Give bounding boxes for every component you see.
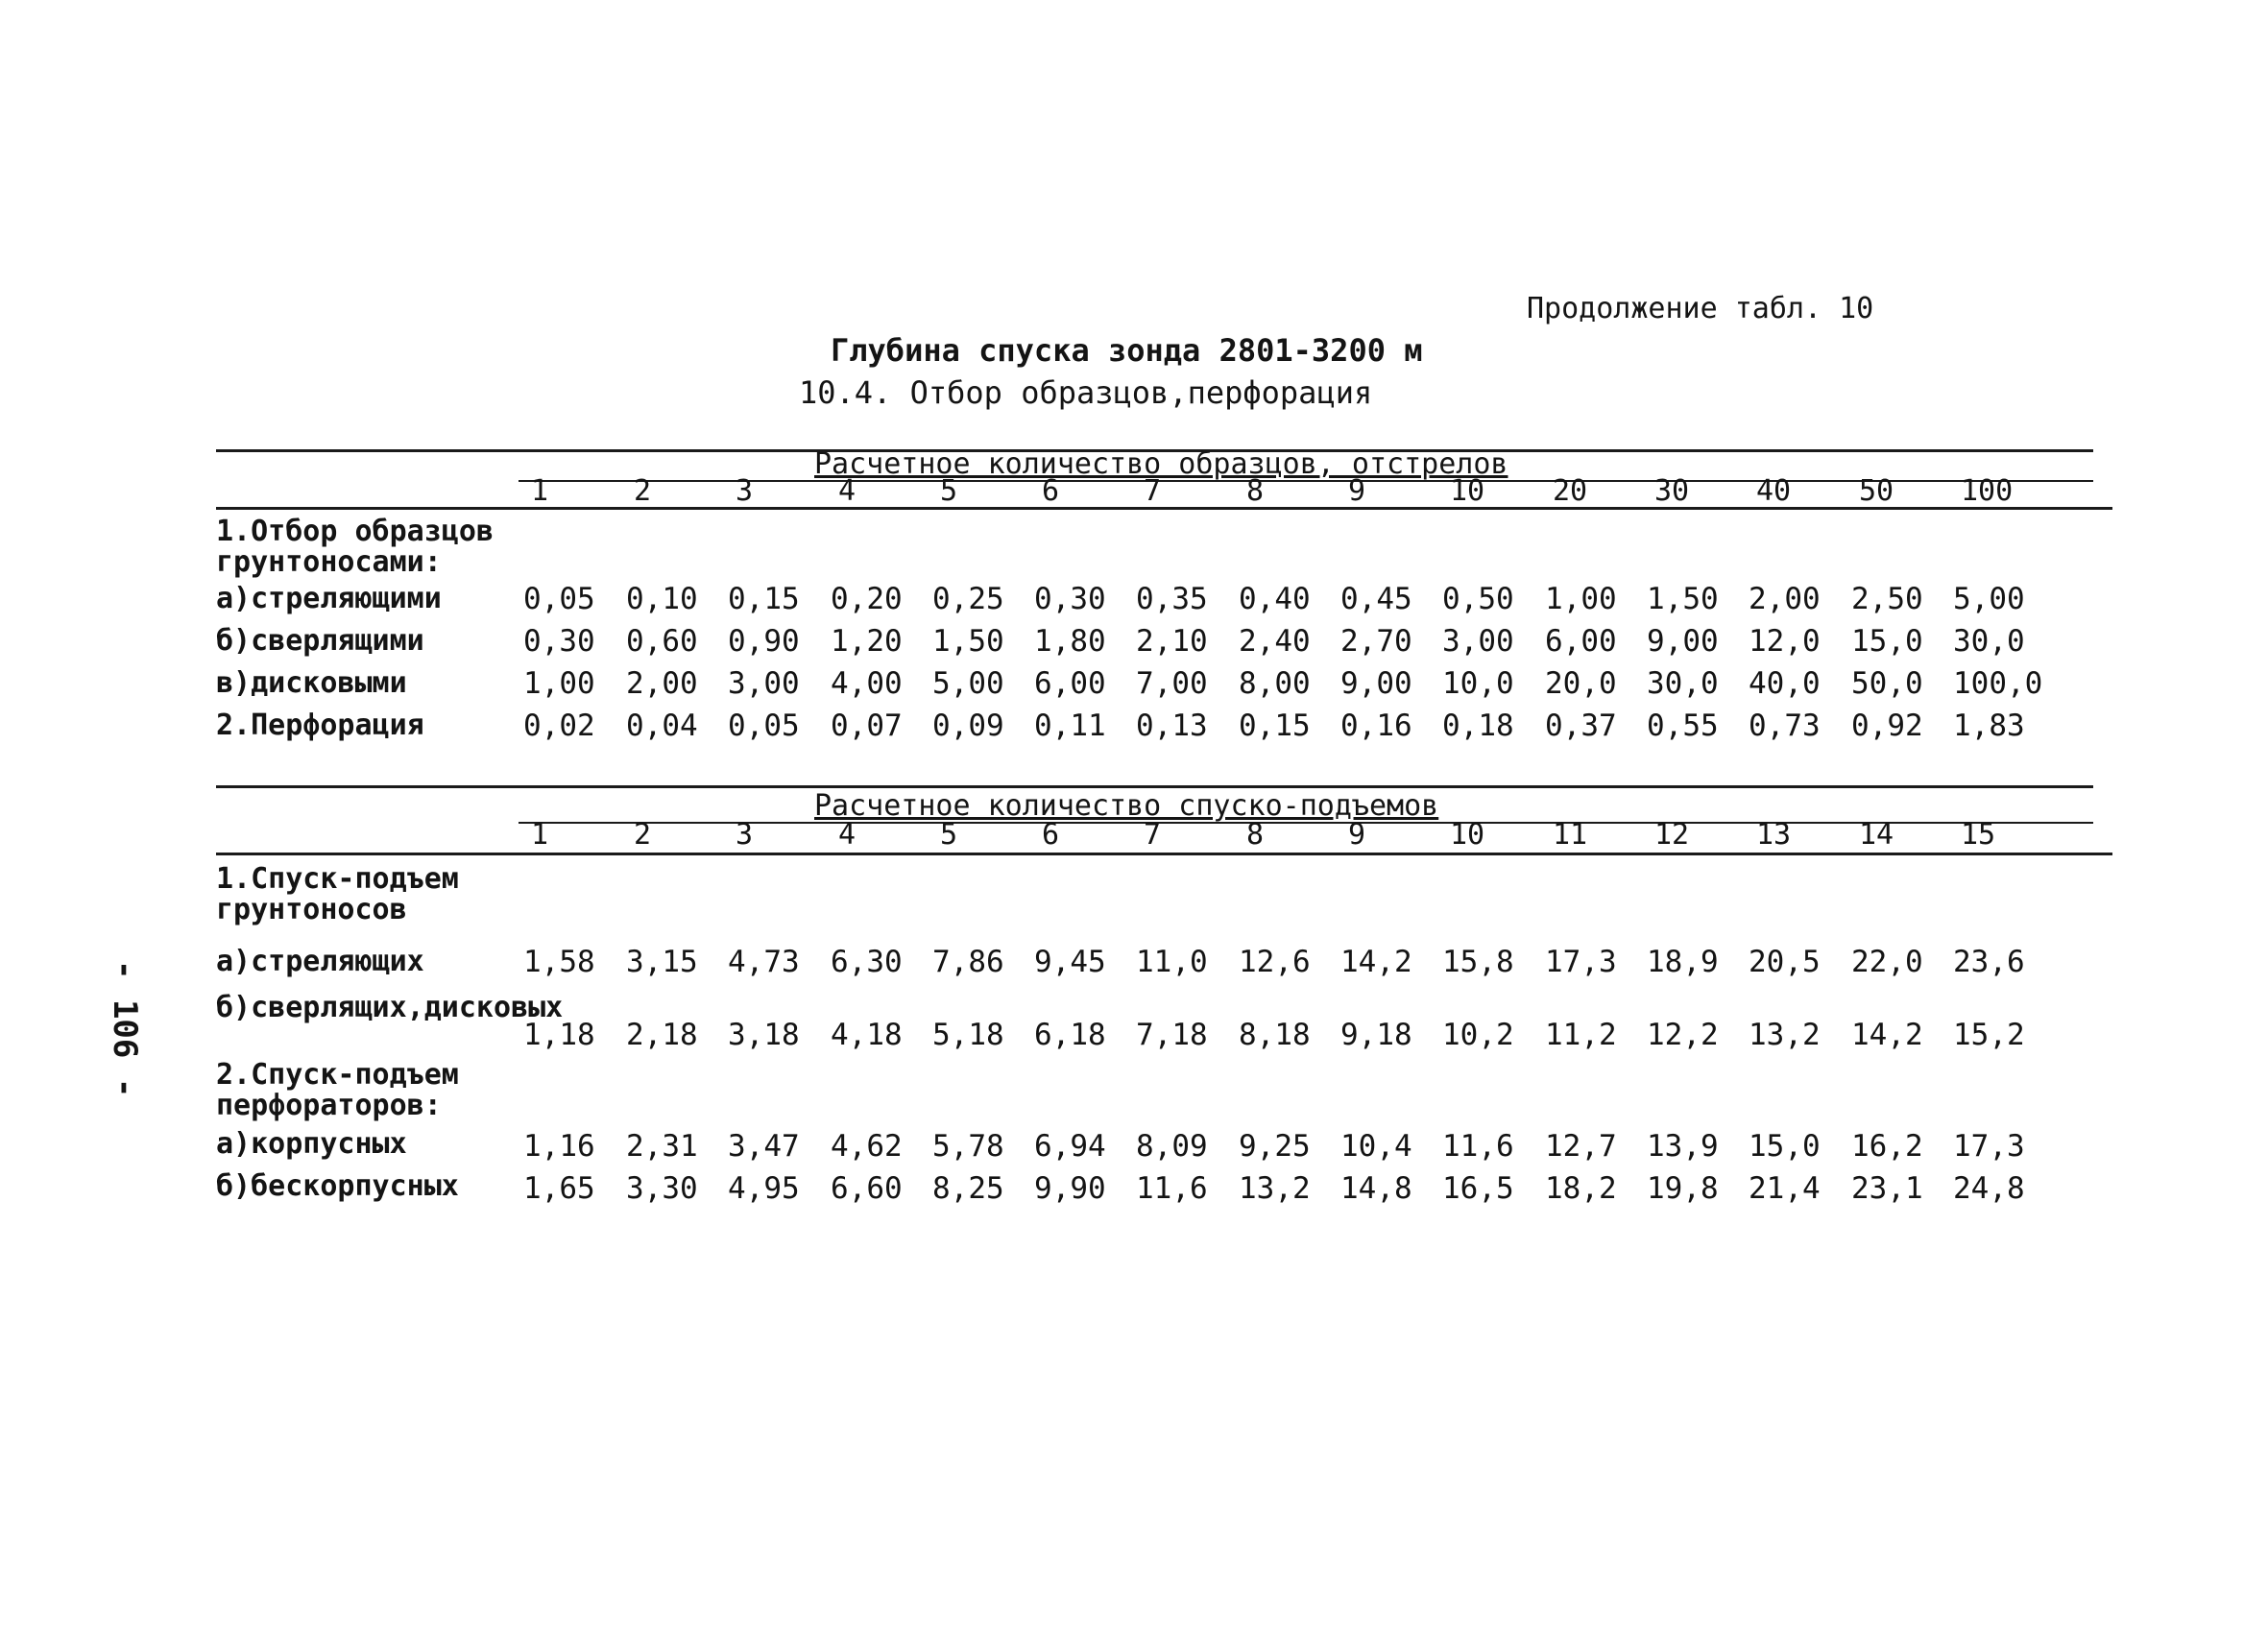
- table-cell: 18,2: [1545, 1171, 1617, 1206]
- table-cell: 12,2: [1647, 1018, 1719, 1052]
- table-cell: 0,55: [1647, 709, 1719, 743]
- table-cell: 23,1: [1851, 1171, 1923, 1206]
- table-cell: 3,00: [1442, 624, 1514, 659]
- column-header-cell: 6: [1042, 818, 1060, 852]
- table-cell: 0,92: [1851, 709, 1923, 743]
- column-header-cell: 13: [1756, 818, 1792, 852]
- table-cell: 11,6: [1136, 1171, 1208, 1206]
- table-cell: 6,18: [1034, 1018, 1106, 1052]
- table-cell: 6,60: [831, 1171, 903, 1206]
- table-cell: 4,73: [728, 945, 800, 979]
- table2-top-rule: [216, 785, 2093, 788]
- table-cell: 0,09: [932, 709, 1004, 743]
- table-cell: 0,02: [523, 709, 595, 743]
- table-cell: 15,2: [1953, 1018, 2025, 1052]
- table-cell: 0,13: [1136, 709, 1208, 743]
- table-cell: 2,18: [626, 1018, 698, 1052]
- table-cell: 10,4: [1340, 1129, 1412, 1164]
- table-cell: 1,83: [1953, 709, 2025, 743]
- table-cell: 7,86: [932, 945, 1004, 979]
- table-cell: 2,00: [1749, 582, 1821, 616]
- table-cell: 14,2: [1851, 1018, 1923, 1052]
- table2-caption-rule: [519, 822, 2093, 824]
- table-cell: 1,00: [523, 666, 595, 701]
- table-cell: 0,25: [932, 582, 1004, 616]
- table-cell: 8,09: [1136, 1129, 1208, 1164]
- column-header-cell: 8: [1246, 474, 1265, 508]
- table-cell: 5,00: [1953, 582, 2025, 616]
- row-label: а)стреляющих: [216, 945, 424, 978]
- column-header-cell: 7: [1144, 818, 1162, 852]
- table-cell: 17,3: [1953, 1129, 2025, 1164]
- table-cell: 21,4: [1749, 1171, 1821, 1206]
- table-cell: 15,8: [1442, 945, 1514, 979]
- table-cell: 0,30: [523, 624, 595, 659]
- table-cell: 0,90: [728, 624, 800, 659]
- table-cell: 8,00: [1239, 666, 1311, 701]
- table-cell: 4,18: [831, 1018, 903, 1052]
- table-cell: 2,50: [1851, 582, 1923, 616]
- table1-caption-rule: [519, 480, 2093, 482]
- table-cell: 20,5: [1749, 945, 1821, 979]
- table-cell: 12,7: [1545, 1129, 1617, 1164]
- row-label: б)сверлящих,дисковых: [216, 991, 564, 1024]
- table-cell: 18,9: [1647, 945, 1719, 979]
- table-cell: 19,8: [1647, 1171, 1719, 1206]
- table-cell: 0,60: [626, 624, 698, 659]
- table-cell: 1,65: [523, 1171, 595, 1206]
- table-cell: 2,10: [1136, 624, 1208, 659]
- row-label: б)бескорпусных: [216, 1169, 459, 1203]
- column-header-cell: 20: [1553, 474, 1588, 508]
- column-header-cell: 10: [1450, 474, 1485, 508]
- table-cell: 0,40: [1239, 582, 1311, 616]
- column-header-cell: 50: [1859, 474, 1894, 508]
- table-cell: 0,05: [523, 582, 595, 616]
- table-cell: 11,0: [1136, 945, 1208, 979]
- column-header-cell: 12: [1654, 818, 1690, 852]
- table-cell: 9,00: [1647, 624, 1719, 659]
- row-label: 2.Спуск-подъем перфораторов:: [216, 1058, 459, 1122]
- table-cell: 0,45: [1340, 582, 1412, 616]
- table-cell: 1,58: [523, 945, 595, 979]
- table-cell: 0,15: [1239, 709, 1311, 743]
- table-cell: 9,18: [1340, 1018, 1412, 1052]
- table-cell: 2,70: [1340, 624, 1412, 659]
- table-cell: 11,2: [1545, 1018, 1617, 1052]
- table2-header-rule: [216, 853, 2112, 855]
- table-cell: 0,50: [1442, 582, 1514, 616]
- table-cell: 3,30: [626, 1171, 698, 1206]
- table-cell: 100,0: [1953, 666, 2043, 701]
- table-cell: 10,2: [1442, 1018, 1514, 1052]
- table-cell: 17,3: [1545, 945, 1617, 979]
- table-cell: 50,0: [1851, 666, 1923, 701]
- column-header-cell: 2: [634, 474, 652, 508]
- table-cell: 0,11: [1034, 709, 1106, 743]
- table-cell: 0,16: [1340, 709, 1412, 743]
- column-header-cell: 7: [1144, 474, 1162, 508]
- table-cell: 7,00: [1136, 666, 1208, 701]
- table-cell: 8,18: [1239, 1018, 1311, 1052]
- table-cell: 13,2: [1239, 1171, 1311, 1206]
- table-cell: 3,47: [728, 1129, 800, 1164]
- column-header-cell: 40: [1756, 474, 1792, 508]
- table-cell: 24,8: [1953, 1171, 2025, 1206]
- row-label: 1.Спуск-подъем грунтоносов: [216, 862, 459, 926]
- table-cell: 11,6: [1442, 1129, 1514, 1164]
- column-header-cell: 5: [940, 818, 958, 852]
- table-cell: 22,0: [1851, 945, 1923, 979]
- table-cell: 0,15: [728, 582, 800, 616]
- row-label: а)стреляющими: [216, 582, 442, 615]
- table-cell: 6,94: [1034, 1129, 1106, 1164]
- table1-header-rule: [216, 507, 2112, 510]
- table-cell: 15,0: [1749, 1129, 1821, 1164]
- table-cell: 15,0: [1851, 624, 1923, 659]
- table-continued-note: Продолжение табл. 10: [1527, 292, 1874, 325]
- table-cell: 12,6: [1239, 945, 1311, 979]
- table-cell: 1,50: [1647, 582, 1719, 616]
- table2-caption: Расчетное количество спуско-подъемов: [814, 789, 1439, 823]
- table-cell: 2,31: [626, 1129, 698, 1164]
- row-label: б)сверлящими: [216, 624, 424, 658]
- table-cell: 0,30: [1034, 582, 1106, 616]
- table-cell: 20,0: [1545, 666, 1617, 701]
- table-cell: 2,00: [626, 666, 698, 701]
- table1-caption: Расчетное количество образцов, отстрелов: [814, 447, 1508, 481]
- table-cell: 0,18: [1442, 709, 1514, 743]
- table-cell: 30,0: [1953, 624, 2025, 659]
- table-cell: 40,0: [1749, 666, 1821, 701]
- table-cell: 0,07: [831, 709, 903, 743]
- column-header-cell: 5: [940, 474, 958, 508]
- section-subtitle: 10.4. Отбор образцов,перфорация: [799, 374, 1373, 411]
- table-cell: 3,18: [728, 1018, 800, 1052]
- table-cell: 0,37: [1545, 709, 1617, 743]
- row-label: в)дисковыми: [216, 666, 407, 700]
- table-cell: 1,50: [932, 624, 1004, 659]
- table-cell: 9,00: [1340, 666, 1412, 701]
- table-cell: 16,2: [1851, 1129, 1923, 1164]
- table-cell: 6,00: [1545, 624, 1617, 659]
- row-label: 2.Перфорация: [216, 709, 424, 742]
- column-header-cell: 9: [1348, 474, 1366, 508]
- column-header-cell: 14: [1859, 818, 1894, 852]
- table-cell: 10,0: [1442, 666, 1514, 701]
- table-cell: 4,62: [831, 1129, 903, 1164]
- table-cell: 3,00: [728, 666, 800, 701]
- column-header-cell: 30: [1654, 474, 1690, 508]
- column-header-cell: 6: [1042, 474, 1060, 508]
- table-cell: 0,35: [1136, 582, 1208, 616]
- table-cell: 1,18: [523, 1018, 595, 1052]
- row-label: 1.Отбор образцов грунтоносами:: [216, 515, 494, 579]
- table-cell: 9,25: [1239, 1129, 1311, 1164]
- table-cell: 4,95: [728, 1171, 800, 1206]
- column-header-cell: 9: [1348, 818, 1366, 852]
- column-header-cell: 2: [634, 818, 652, 852]
- table-cell: 1,80: [1034, 624, 1106, 659]
- column-header-cell: 3: [736, 818, 754, 852]
- row-label: а)корпусных: [216, 1127, 407, 1161]
- column-header-cell: 1: [531, 474, 549, 508]
- table-cell: 0,04: [626, 709, 698, 743]
- column-header-cell: 1: [531, 818, 549, 852]
- table-cell: 30,0: [1647, 666, 1719, 701]
- table-cell: 23,6: [1953, 945, 2025, 979]
- table-cell: 1,20: [831, 624, 903, 659]
- table-cell: 5,00: [932, 666, 1004, 701]
- table-cell: 3,15: [626, 945, 698, 979]
- column-header-cell: 11: [1553, 818, 1588, 852]
- table-cell: 13,2: [1749, 1018, 1821, 1052]
- table-cell: 2,40: [1239, 624, 1311, 659]
- table-cell: 0,05: [728, 709, 800, 743]
- column-header-cell: 10: [1450, 818, 1485, 852]
- column-header-cell: 100: [1961, 474, 2014, 508]
- table-cell: 9,90: [1034, 1171, 1106, 1206]
- table-cell: 8,25: [932, 1171, 1004, 1206]
- column-header-cell: 8: [1246, 818, 1265, 852]
- column-header-cell: 4: [838, 818, 857, 852]
- table-cell: 4,00: [831, 666, 903, 701]
- table-cell: 5,78: [932, 1129, 1004, 1164]
- table-cell: 12,0: [1749, 624, 1821, 659]
- table-cell: 9,45: [1034, 945, 1106, 979]
- column-header-cell: 15: [1961, 818, 1996, 852]
- column-header-cell: 3: [736, 474, 754, 508]
- column-header-cell: 4: [838, 474, 857, 508]
- table-cell: 14,8: [1340, 1171, 1412, 1206]
- table-cell: 5,18: [932, 1018, 1004, 1052]
- table-cell: 7,18: [1136, 1018, 1208, 1052]
- table-cell: 1,00: [1545, 582, 1617, 616]
- table-cell: 14,2: [1340, 945, 1412, 979]
- table-cell: 6,00: [1034, 666, 1106, 701]
- page-title: Глубина спуска зонда 2801-3200 м: [831, 332, 1423, 369]
- table-cell: 13,9: [1647, 1129, 1719, 1164]
- table-cell: 1,16: [523, 1129, 595, 1164]
- table-cell: 0,73: [1749, 709, 1821, 743]
- table-cell: 0,20: [831, 582, 903, 616]
- table-cell: 0,10: [626, 582, 698, 616]
- table-cell: 16,5: [1442, 1171, 1514, 1206]
- page-number: - 106 -: [106, 960, 144, 1098]
- table-cell: 6,30: [831, 945, 903, 979]
